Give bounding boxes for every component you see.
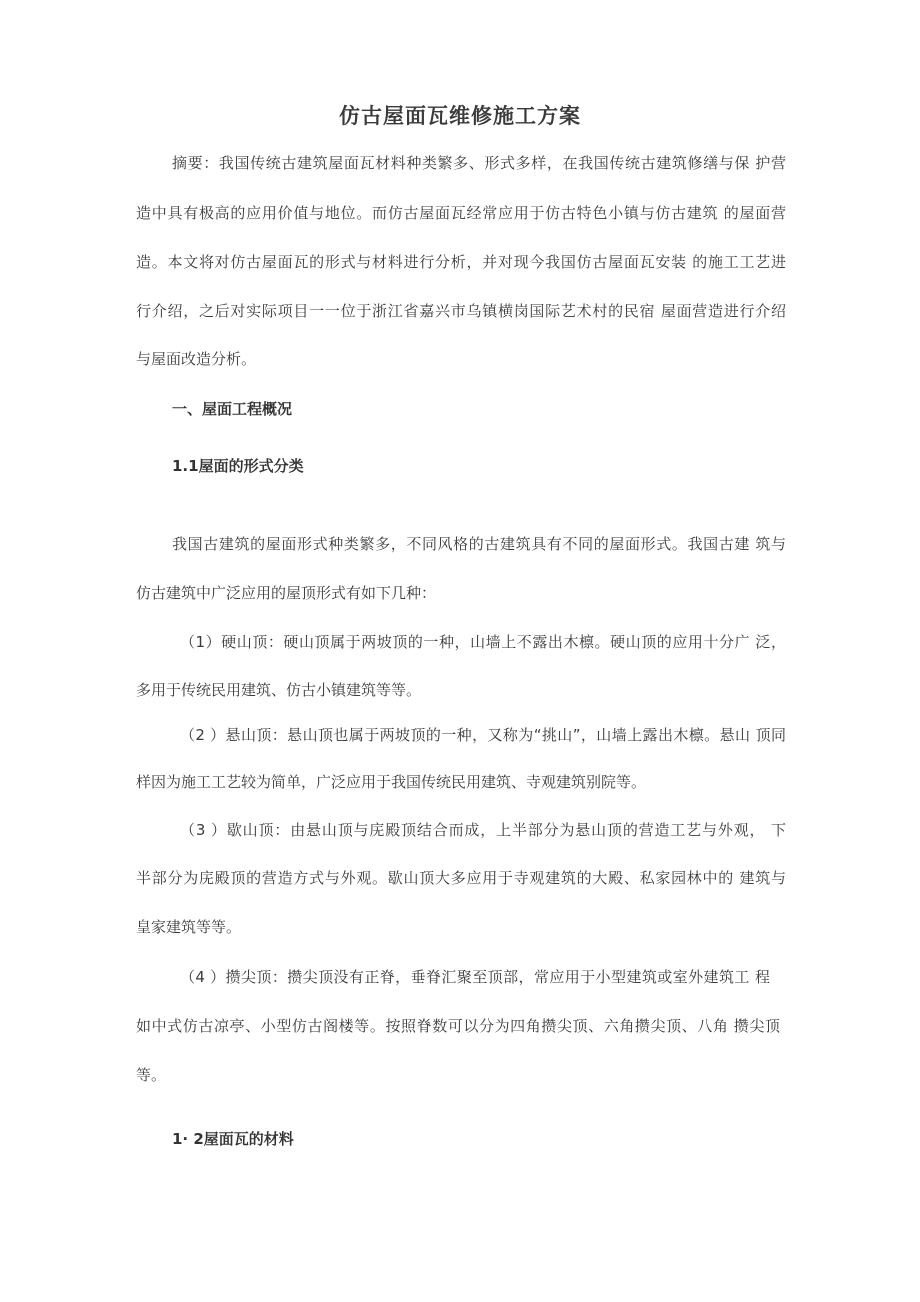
abstract-line-4: 行介绍，之后对实际项目一一位于浙江省嘉兴市乌镇横岗国际艺术村的民宿 屋面营造进行介绍 [136, 302, 786, 320]
item-1-line-1: （1）硬山顶：硬山顶属于两坡顶的一种，山墙上不露出木檩。硬山顶的应用十分广 泛， [180, 633, 786, 651]
intro-line-2: 仿古建筑中广泛应用的屋顶形式有如下几种： [136, 584, 437, 602]
item-4-line-3: 等。 [136, 1066, 167, 1084]
abstract-line-2: 造中具有极高的应用价值与地位。而仿古屋面瓦经常应用于仿古特色小镇与仿古建筑 的屋面营 [136, 204, 786, 222]
intro-line-1: 我国古建筑的屋面形式种类繁多，不同风格的古建筑具有不同的屋面形式。我国古建 筑与 [172, 535, 786, 553]
item-4-line-1: （4 ）攒尖顶：攒尖顶没有正脊，垂脊汇聚至顶部，常应用于小型建筑或室外建筑工 程 [180, 968, 770, 986]
abstract-line-1: 摘要：我国传统古建筑屋面瓦材料种类繁多、形式多样，在我国传统古建筑修缮与保 护营 [172, 154, 786, 172]
section-heading-1: 一、屋面工程概况 [172, 400, 293, 418]
abstract-line-3: 造。本文将对仿古屋面瓦的形式与材料进行分析，并对现今我国仿古屋面瓦安装 的施工工艺进 [136, 253, 786, 271]
item-3-line-1: （3 ）歇山顶：由悬山顶与庑殿顶结合而成，上半部分为悬山顶的营造工艺与外观， 下 [180, 821, 786, 839]
section-heading-1-1: 1.1屋面的形式分类 [172, 457, 304, 475]
section-heading-1-2: 1· 2屋面瓦的材料 [172, 1130, 294, 1148]
item-4-line-2: 如中式仿古凉亭、小型仿古阁楼等。按照脊数可以分为四角攒尖顶、六角攒尖顶、八角 攒尖顶 [136, 1017, 780, 1035]
item-1-line-2: 多用于传统民用建筑、仿古小镇建筑等等。 [136, 681, 422, 699]
item-2-line-1: （2 ）悬山顶：悬山顶也属于两坡顶的一种，又称为“挑山”，山墙上露出木檩。悬山 顶同 [180, 726, 786, 744]
item-3-line-3: 皇家建筑等等。 [136, 918, 242, 936]
abstract-line-5: 与屋面改造分析。 [136, 350, 257, 368]
document-title: 仿古屋面瓦维修施工方案 [339, 104, 581, 128]
item-2-line-2: 样因为施工工艺较为简单，广泛应用于我国传统民用建筑、寺观建筑别院等。 [136, 773, 647, 791]
item-3-line-2: 半部分为庑殿顶的营造方式与外观。歇山顶大多应用于寺观建筑的大殿、私家园林中的 建筑与 [136, 869, 786, 887]
